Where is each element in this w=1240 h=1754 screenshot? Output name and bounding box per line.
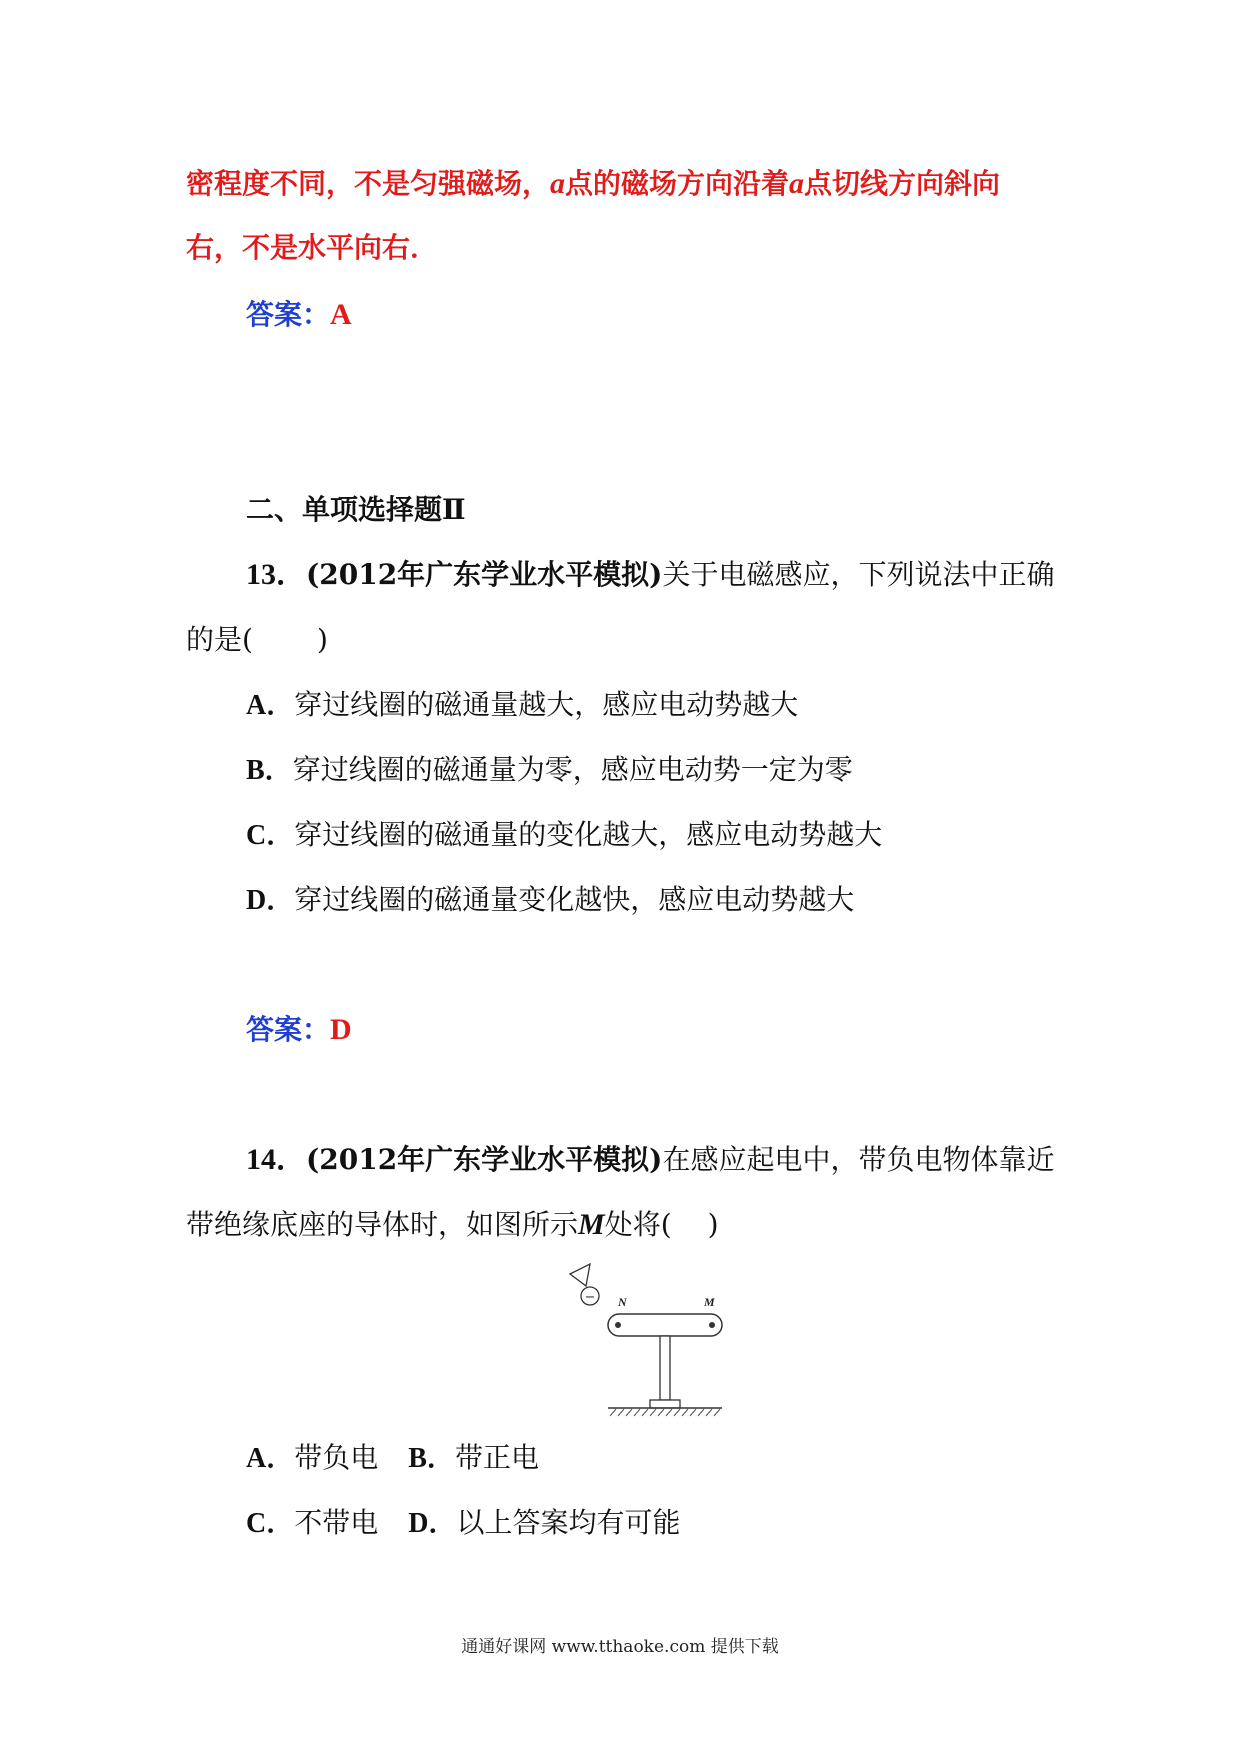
footer-watermark: 通通好课网 www.tthaoke.com 提供下载 — [461, 1637, 779, 1657]
var-a: a — [550, 167, 566, 200]
q14-options-row-2: C．不带电 D．以上答案均有可能 — [246, 1506, 681, 1539]
label-m: M — [704, 1295, 715, 1309]
section-title: 二、单项选择题Ⅱ — [246, 493, 466, 526]
insulating-stand — [660, 1336, 670, 1400]
induction-figure — [560, 1262, 740, 1422]
q13-stem-line-1: 13．(2012年广东学业水平模拟)关于电磁感应，下列说法中正确 — [246, 558, 1055, 591]
q13-option-c: C．穿过线圈的磁通量的变化越大，感应电动势越大 — [246, 818, 883, 851]
q13-option-a: A．穿过线圈的磁通量越大，感应电动势越大 — [246, 688, 799, 721]
q13-option-b: B．穿过线圈的磁通量为零，感应电动势一定为零 — [246, 753, 853, 786]
stand-base — [650, 1400, 680, 1408]
label-n: N — [618, 1295, 627, 1309]
explanation-line-1: 密程度不同，不是匀强磁场，a点的磁场方向沿着a点切线方向斜向 — [186, 167, 1001, 200]
explanation-line-2: 右，不是水平向右． — [186, 231, 439, 264]
q14-stem-line-1: 14．(2012年广东学业水平模拟)在感应起电中，带负电物体靠近 — [246, 1143, 1055, 1176]
q14-options-row-1: A．带负电 B．带正电 — [246, 1441, 539, 1474]
ground-hatch — [610, 1409, 720, 1416]
q13-option-d: D．穿过线圈的磁通量变化越快，感应电动势越大 — [246, 883, 855, 916]
var-a: a — [789, 167, 805, 200]
conductor-bar — [608, 1314, 722, 1336]
q13-stem-line-2: 的是( ) — [186, 623, 328, 656]
answer-13: 答案：D — [246, 1013, 352, 1046]
answer-12: 答案：A — [246, 298, 352, 331]
charge-sign: − — [584, 1290, 596, 1305]
q14-stem-line-2: 带绝缘底座的导体时，如图所示M处将( ) — [186, 1208, 719, 1241]
charged-object — [570, 1264, 599, 1305]
